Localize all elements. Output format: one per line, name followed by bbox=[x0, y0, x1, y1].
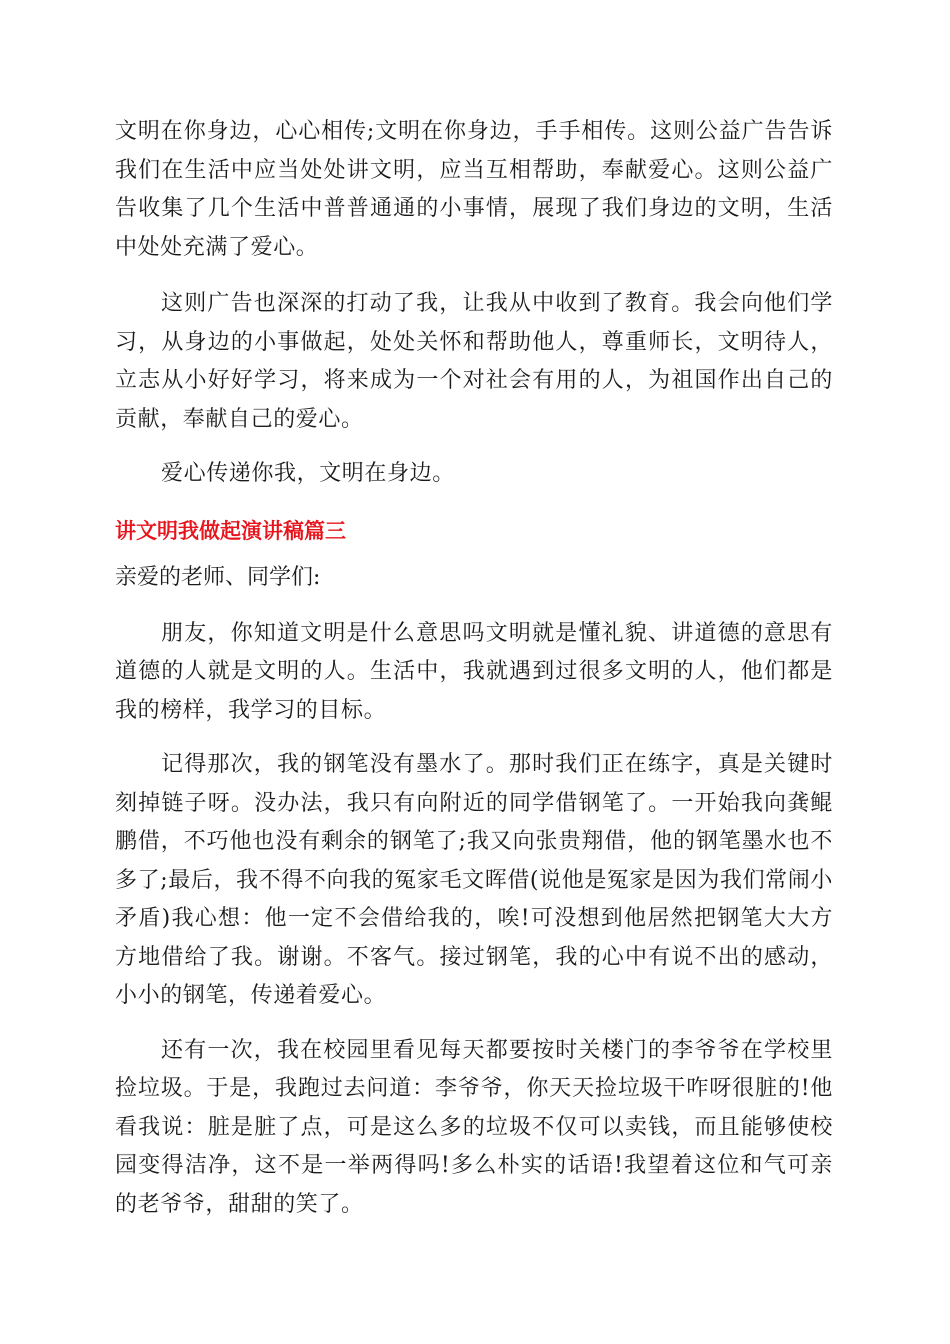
paragraph-what-is-civility: 朋友，你知道文明是什么意思吗文明就是懂礼貌、讲道德的意思有道德的人就是文明的人。生活中，我就遇到过很多文明的人，他们都是我的榜样，我学习的目标。 bbox=[115, 620, 833, 723]
salutation: 亲爱的老师、同学们: bbox=[115, 564, 321, 590]
section-heading: 讲文明我做起演讲稿篇三 bbox=[115, 518, 346, 543]
paragraph-grandpa-li-story: 还有一次，我在校园里看见每天都要按时关楼门的李爷爷在学校里捡垃圾。于是，我跑过去问道：李爷爷，你天天捡垃圾干咋呀很脏的!他看我说：脏是脏了点，可是这么多的垃圾不仅可以卖钱，而且能够使校园变得洁净，这不是一举两得吗!多么朴实的话语!我望着这位和气可亲的老爷爷，甜甜的笑了。 bbox=[115, 1037, 833, 1217]
paragraph-public-ad-intro: 文明在你身边，心心相传;文明在你身边，手手相传。这则公益广告告诉我们在生活中应当处处讲文明，应当互相帮助，奉献爱心。这则公益广告收集了几个生活中普普通通的小事情，展现了我们身边的文明，生活中处处充满了爱心。 bbox=[115, 119, 833, 260]
document-page bbox=[115, 113, 833, 1224]
paragraph-ad-touched-me: 这则广告也深深的打动了我，让我从中收到了教育。我会向他们学习，从身边的小事做起，处处关怀和帮助他人，尊重师长，文明待人，立志从小好好学习，将来成为一个对社会有用的人，为祖国作出自己的贡献，奉献自己的爱心。 bbox=[115, 291, 833, 432]
paragraph-borrow-pen-story: 记得那次，我的钢笔没有墨水了。那时我们正在练字，真是关键时刻掉链子呀。没办法，我只有向附近的同学借钢笔了。一开始我向龚鲲鹏借，不巧他也没有剩余的钢笔了;我又向张贵翔借，他的钢笔墨水也不多了;最后，我不得不向我的冤家毛文晖借(说他是冤家是因为我们常闹小矛盾)我心想：他一定不会借给我的，唉!可没想到他居然把钢笔大大方方地借给了我。谢谢。不客气。接过钢笔，我的心中有说不出的感动，小小的钢笔，传递着爱心。 bbox=[115, 752, 833, 1008]
paragraph-love-passing: 爱心传递你我，文明在身边。 bbox=[161, 461, 455, 486]
